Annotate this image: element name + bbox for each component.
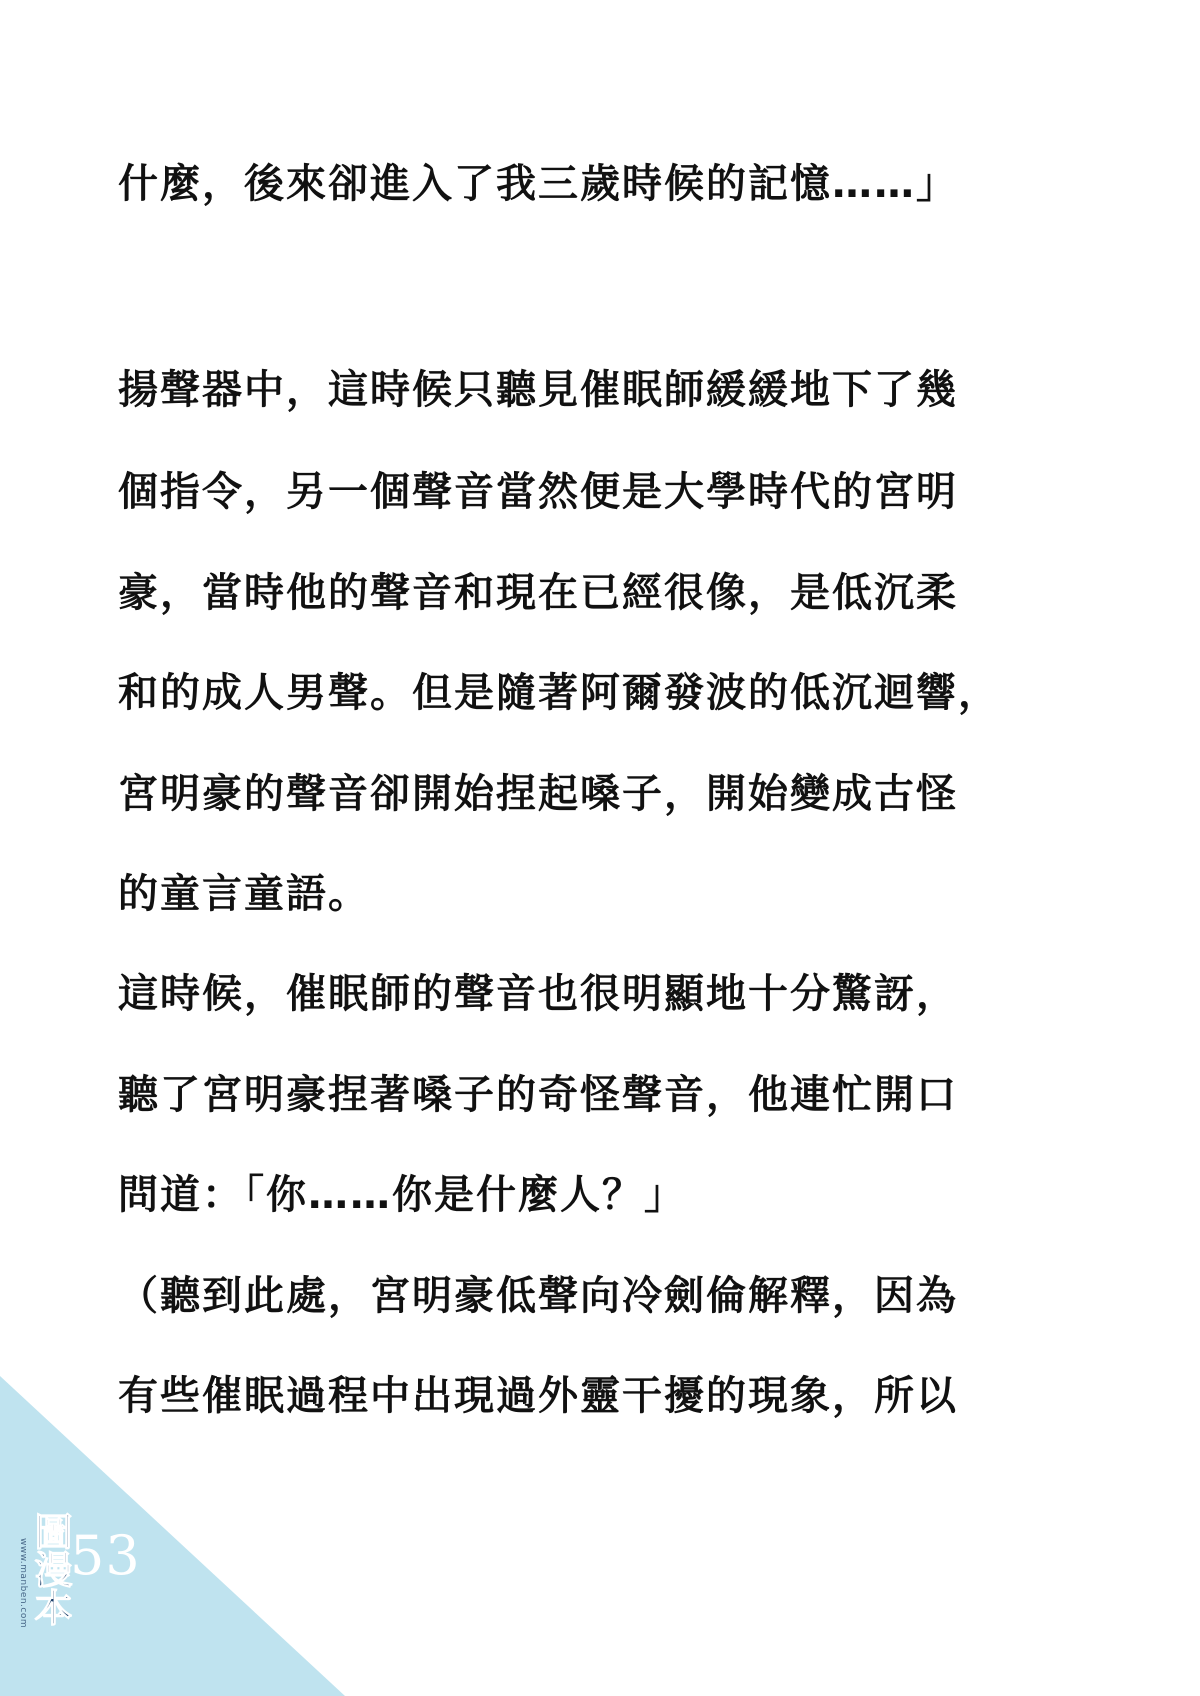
page-number: 53 bbox=[70, 1524, 141, 1587]
text-line: 揚聲器中，這時候只聽見催眠師緩緩地下了幾 bbox=[118, 367, 958, 413]
watermark-logo: 圖漫本 bbox=[28, 1512, 72, 1626]
watermark-url: www.manben.com bbox=[18, 1538, 28, 1629]
text-line: 和的成人男聲。但是隨著阿爾發波的低沉迴響， bbox=[118, 670, 1000, 716]
text-line: 宮明豪的聲音卻開始捏起嗓子，開始變成古怪 bbox=[118, 771, 958, 817]
text-line: 有些催眠過程中出現過外靈干擾的現象，所以 bbox=[118, 1373, 958, 1419]
text-line: 什麼，後來卻進入了我三歲時候的記憶……」 bbox=[118, 161, 958, 207]
text-line: 的童言童語。 bbox=[118, 871, 370, 917]
text-line: （聽到此處，宮明豪低聲向冷劍倫解釋，因為 bbox=[118, 1273, 958, 1319]
text-line: 問道：「你……你是什麼人？」 bbox=[118, 1172, 686, 1218]
text-line: 聽了宮明豪捏著嗓子的奇怪聲音，他連忙開口 bbox=[118, 1072, 958, 1118]
text-line: 豪，當時他的聲音和現在已經很像，是低沉柔 bbox=[118, 570, 958, 616]
text-line: 這時候，催眠師的聲音也很明顯地十分驚訝， bbox=[118, 971, 958, 1017]
text-line: 個指令，另一個聲音當然便是大學時代的宮明 bbox=[118, 469, 958, 515]
